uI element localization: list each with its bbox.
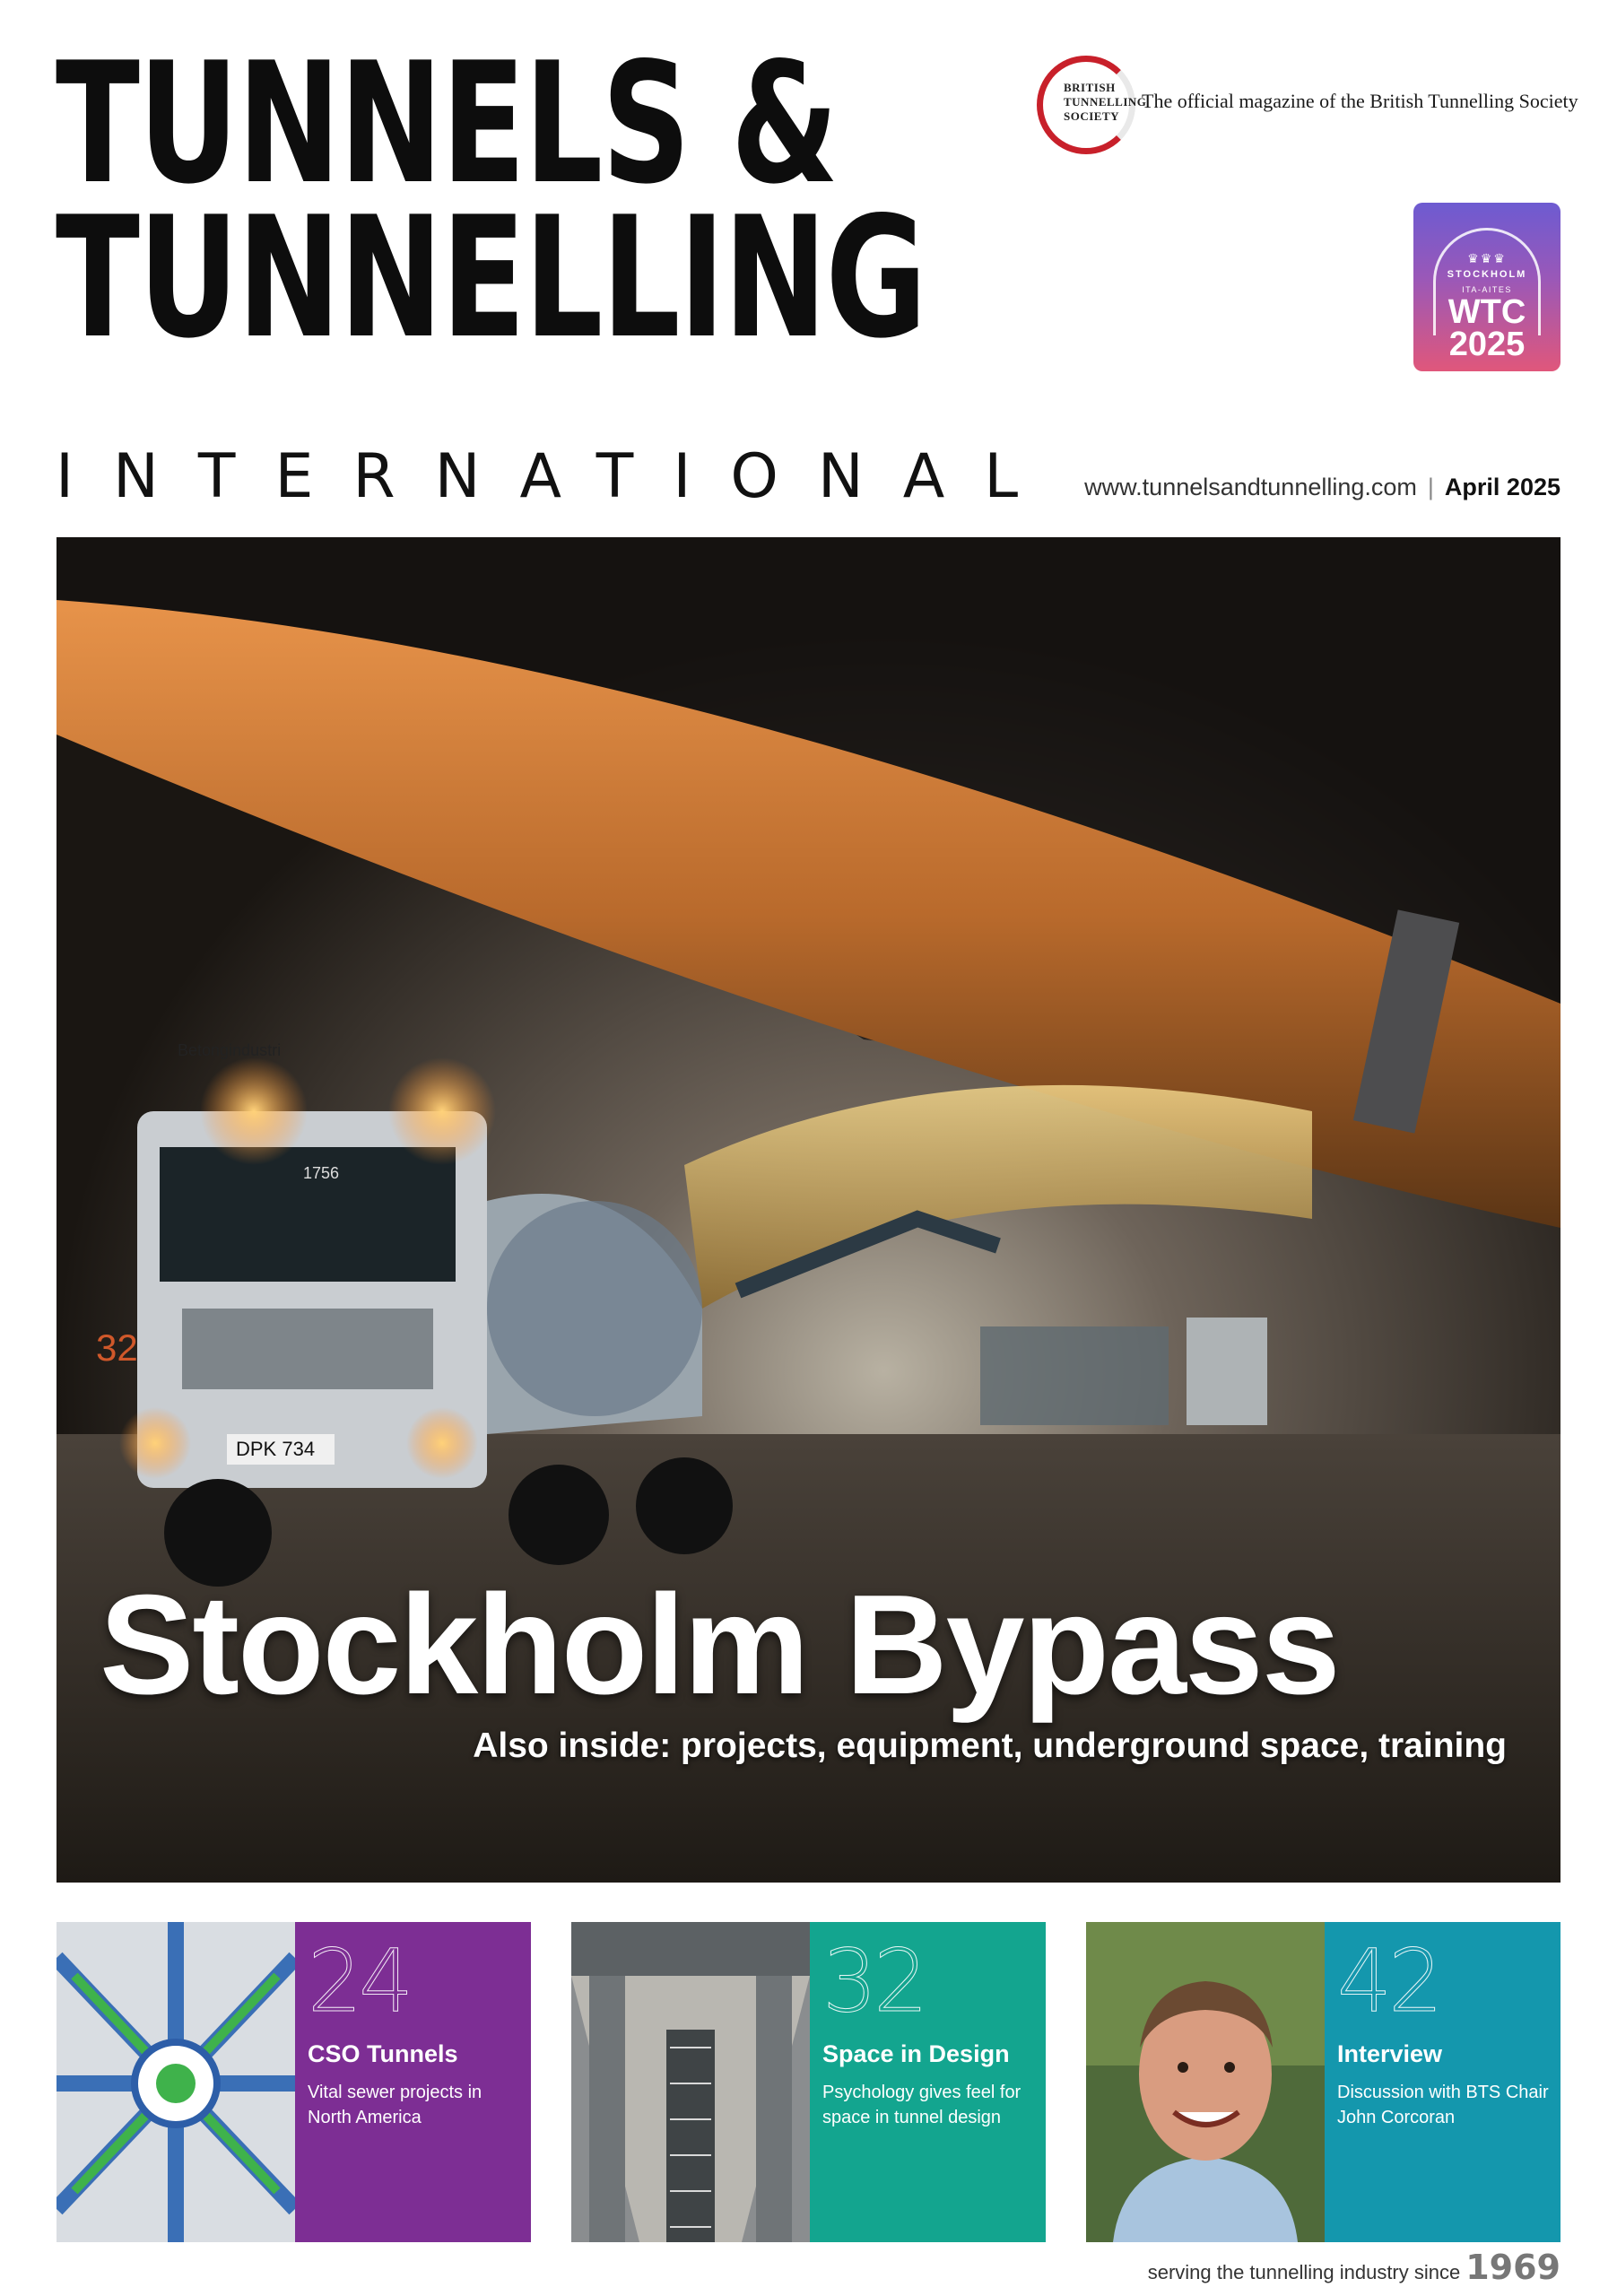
- bts-logo-text: [1064, 81, 1146, 124]
- feature-panel-interview: [1325, 1922, 1560, 2242]
- issue-date: April 2025: [1444, 474, 1560, 500]
- headlight-right: [406, 1407, 478, 1479]
- wtc-year: 2025: [1448, 326, 1526, 363]
- wtc-city: STOCKHOLM: [1447, 269, 1527, 280]
- footer-strapline: [1148, 2248, 1560, 2287]
- feature-description: Psychology gives feel for space in tunnel design: [822, 2083, 1021, 2127]
- feature-panel-space: [810, 1922, 1046, 2242]
- wtc-label: WTC: [1447, 293, 1526, 331]
- wtc-2025-badge: [1413, 203, 1560, 371]
- footer-year: 1969: [1465, 2248, 1560, 2287]
- station-escalator-illustration: [571, 1922, 810, 2242]
- feature-title: Interview: [1337, 2040, 1443, 2067]
- site-container: [980, 1326, 1169, 1425]
- cover-photo: [57, 537, 1560, 1883]
- three-crowns-icon: ♛♛♛: [1467, 251, 1507, 265]
- cso-model-illustration: [57, 1922, 295, 2242]
- feature-box-interview[interactable]: [1086, 1922, 1560, 2242]
- feature-page-number: 24: [308, 1931, 411, 2031]
- feature-description: Vital sewer projects in North America: [308, 2083, 482, 2127]
- bts-logo-word-2: TUNNELLING: [1064, 95, 1147, 109]
- bts-logo: [1037, 56, 1147, 154]
- truck-lamp-left: [200, 1057, 308, 1165]
- feature-title: Space in Design: [822, 2040, 1010, 2067]
- bts-logo-word-1: BRITISH: [1064, 81, 1116, 94]
- society-tagline: The official magazine of the British Tunnelling Society: [1142, 90, 1578, 112]
- wtc-org: ITA-AITES: [1462, 285, 1512, 294]
- truck-number-text: 1756: [303, 1164, 340, 1182]
- masthead-title-line-2: TUNNELLING: [56, 180, 926, 375]
- feature-box-space-in-design[interactable]: [571, 1922, 1046, 2242]
- truck-lamp-right: [388, 1057, 496, 1165]
- masthead-title-line-1: TUNNELS &: [56, 26, 838, 221]
- masthead: [56, 26, 1058, 512]
- headlight-left: [119, 1407, 191, 1479]
- feature-panel-cso: [295, 1922, 531, 2242]
- feature-image-portrait: [1086, 1922, 1325, 2242]
- wall-marking-text: 32: [96, 1326, 138, 1369]
- masthead-subtitle: INTERNATIONAL: [56, 441, 1058, 512]
- bts-logo-word-3: SOCIETY: [1064, 109, 1120, 123]
- feature-image-cso: [57, 1922, 295, 2242]
- issue-separator: |: [1427, 474, 1434, 500]
- feature-description: Discussion with BTS Chair John Corcoran: [1337, 2083, 1549, 2127]
- electrical-cabinet: [1187, 1318, 1267, 1425]
- truck-plate-text: DPK 734: [236, 1438, 316, 1460]
- issue-line: [1084, 474, 1560, 501]
- feature-box-cso-tunnels[interactable]: [57, 1922, 531, 2242]
- feature-page-number: 32: [822, 1931, 926, 2031]
- footer-text: serving the tunnelling industry since: [1147, 2261, 1461, 2283]
- truck-brand-text: Betongindustri: [178, 1041, 282, 1059]
- feature-image-station: [571, 1922, 810, 2242]
- feature-title: CSO Tunnels: [308, 2040, 458, 2067]
- website-url[interactable]: www.tunnelsandtunnelling.com: [1084, 474, 1417, 500]
- feature-page-number: 42: [1337, 1931, 1440, 2031]
- cover-subhead: Also inside: projects, equipment, underground space, training: [473, 1726, 1507, 1765]
- cover-headline: Stockholm Bypass: [100, 1566, 1339, 1724]
- john-corcoran-portrait: [1086, 1922, 1325, 2242]
